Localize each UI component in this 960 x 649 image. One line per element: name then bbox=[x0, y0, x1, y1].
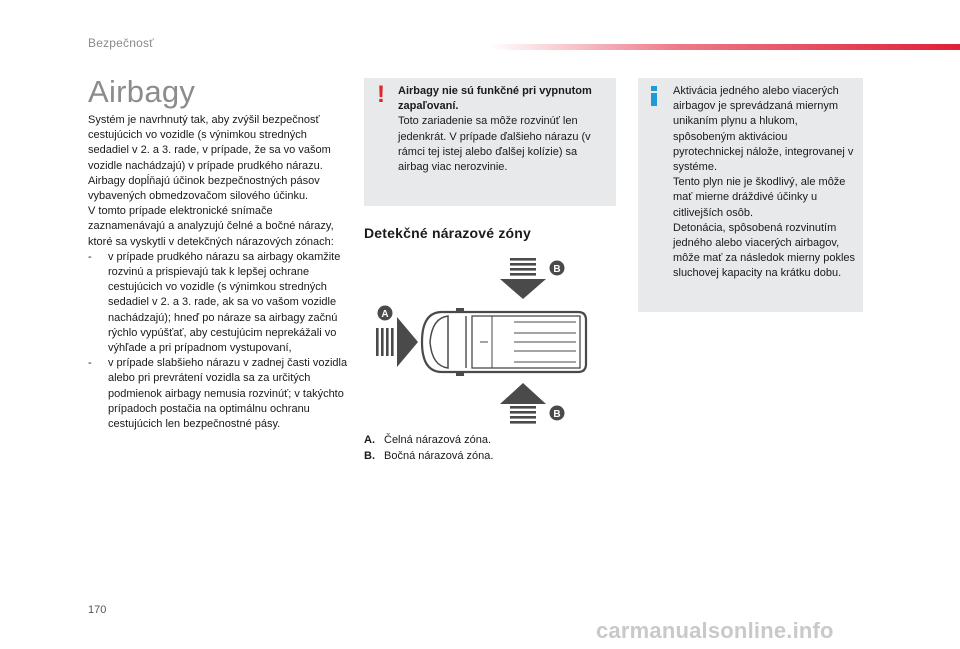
legend-text: Bočná nárazová zóna. bbox=[384, 449, 494, 462]
van-top-view bbox=[422, 308, 586, 376]
warning-text: Toto zariadenie sa môže rozvinúť len jedenkrát. V prípade ďalšieho nárazu (v rámci tej istej alebo ďalšej kolízie) sa airbag viac nerozvinie. bbox=[398, 115, 591, 174]
zone-label-b-bottom-text: B bbox=[553, 409, 561, 420]
legend-key: B. bbox=[364, 449, 375, 462]
impact-zones-diagram bbox=[372, 254, 596, 426]
info-paragraph: Aktivácia jedného alebo viacerých airbagov je sprevádzaná miernym unikaním plynu a hlukom, spôsobeným aktiváciou pyrotechnickej nálože, integrovanej v systéme. bbox=[673, 85, 854, 174]
list-item bbox=[88, 250, 350, 356]
intro-paragraph: V tomto prípade elektronické snímače zaznamenávajú a analyzujú čelné a bočné nárazy, ktoré sa vyskytli v detekčných nárazových zónach: bbox=[88, 205, 334, 248]
intro-text bbox=[88, 113, 350, 432]
zone-label-b-top-text: B bbox=[553, 264, 561, 275]
zone-label-b-top bbox=[550, 261, 565, 276]
zone-label-b-bottom bbox=[550, 406, 565, 421]
header-accent-bar bbox=[490, 44, 960, 50]
info-icon bbox=[647, 86, 661, 106]
legend-key: A. bbox=[364, 434, 375, 446]
page-title: Airbagy bbox=[88, 74, 196, 109]
intro-paragraph: Systém je navrhnutý tak, aby zvýšil bezpečnosť cestujúcich vo vozidle (s výnimkou stredných sedadiel v 2. a 3. rade, v prípade, že sa vo vašom vozidle nachádzajú) v prípade prudkého nárazu. Airbagy dopĺňajú účinok bezpečnostných pásov vybavených obmedzovačom silového účinku. bbox=[88, 114, 331, 203]
info-content bbox=[673, 84, 858, 282]
legend-text: Čelná nárazová zóna. bbox=[384, 434, 492, 446]
legend-row bbox=[364, 449, 493, 465]
zones-legend bbox=[364, 433, 493, 464]
warning-box bbox=[364, 78, 616, 206]
info-paragraph: Tento plyn nie je škodlivý, ale môže mať mierne dráždivé účinky u citlivejších osôb. bbox=[673, 176, 846, 219]
bullet-dash: - bbox=[88, 357, 92, 370]
zone-label-a bbox=[378, 306, 393, 321]
warning-content bbox=[398, 84, 610, 175]
watermark: carmanualsonline.info bbox=[596, 618, 834, 643]
list-item bbox=[88, 356, 350, 432]
side-impact-arrow-bottom bbox=[500, 383, 546, 424]
zone-label-a-text: A bbox=[381, 309, 389, 320]
exclamation-icon: ! bbox=[377, 81, 385, 108]
info-box bbox=[638, 78, 863, 312]
list-item-text: v prípade slabšieho nárazu v zadnej časti vozidla alebo pri prevrátení vozidla sa za určitých podmienok airbagy nemusia rozvinúť; v takýchto prípadoch postačia na optimálnu ochranu cestujúcich len bezpečnostné pásy. bbox=[108, 357, 348, 431]
zones-heading: Detekčné nárazové zóny bbox=[364, 225, 532, 241]
side-impact-arrow-top bbox=[500, 258, 546, 299]
info-paragraph: Detonácia, spôsobená rozvinutím jedného alebo viacerých airbagov, môže mať za následok mierny pokles sluchovej kapacity na krátku dobu. bbox=[673, 221, 856, 280]
bullet-dash: - bbox=[88, 250, 92, 263]
list-item-text: v prípade prudkého nárazu sa airbagy okamžite rozvinú a prispievajú tak k lepšej ochrane cestujúcich vo vozidle (s výnimkou stredných sedadiel v 2. a 3. rade, ak sa vo vašom vozidle nachádzajú); hneď po náraze sa airbagy začnú rýchlo vypúšťať, aby cestujúcim neprekážali vo výhľade a pri prípadnom vystupovaní, bbox=[108, 250, 341, 355]
warning-title: Airbagy nie sú funkčné pri vypnutom zapaľovaní. bbox=[398, 85, 592, 113]
section-label: Bezpečnosť bbox=[88, 36, 154, 50]
front-impact-arrow bbox=[376, 317, 418, 367]
page-number: 170 bbox=[88, 604, 107, 616]
impact-list bbox=[88, 250, 350, 432]
legend-row bbox=[364, 433, 493, 449]
